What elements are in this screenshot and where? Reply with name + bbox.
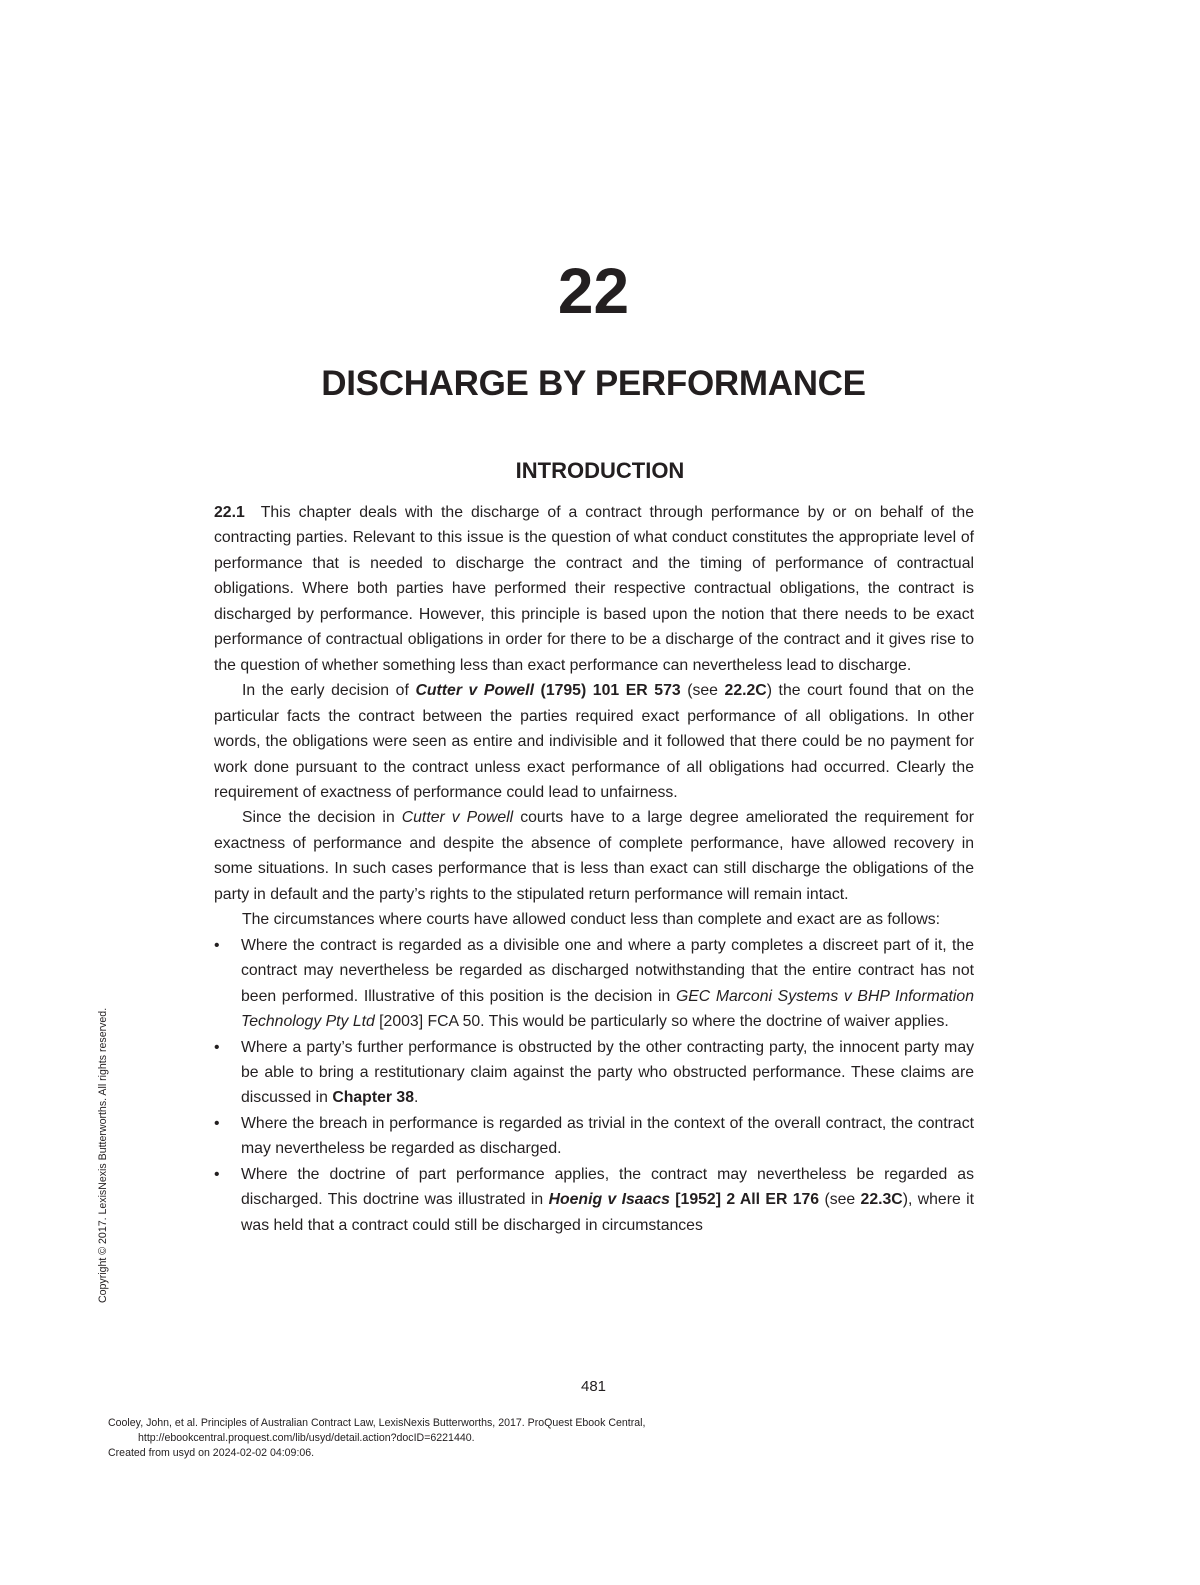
case-name: GEC Marconi Systems v BHP Information Technology Pty Ltd	[241, 987, 974, 1031]
list-item	[214, 1035, 974, 1111]
case-citation: (1795) 101 ER 573	[533, 682, 681, 700]
paragraph-22-1	[214, 500, 974, 678]
text-run: Since the decision in	[242, 809, 402, 827]
bullet-list	[214, 933, 974, 1238]
bullet-icon: •	[214, 936, 220, 954]
section-heading: INTRODUCTION	[515, 458, 685, 483]
footer-citation: Cooley, John, et al. Principles of Australian Contract Law, LexisNexis Butterworths, 2017. ProQuest Ebook Central,	[108, 1417, 646, 1429]
bullet-icon: •	[214, 1165, 220, 1183]
page-number: 481	[580, 1378, 607, 1395]
paragraph-cutter-v-powell	[214, 678, 974, 805]
text-run: .	[413, 1089, 419, 1107]
bullet-icon: •	[214, 1114, 220, 1132]
text-run: Where the contract is regarded as a divisible one and where a party completes a discreet part of it, the contract may nevertheless be regarded as discharged notwithstanding that the entire contract has not been performed. Illustrative of this position is the decision in	[241, 936, 974, 1005]
cross-reference: 22.3C	[860, 1191, 903, 1209]
paragraph-since-the-decision	[214, 805, 974, 907]
list-item	[214, 1162, 974, 1238]
cross-reference: 22.2C	[724, 682, 767, 700]
case-name: Hoenig v Isaacs	[548, 1191, 670, 1209]
footer-url[interactable]: http://ebookcentral.proquest.com/lib/usyd/detail.action?docID=6221440.	[138, 1432, 475, 1444]
list-item	[214, 1111, 974, 1162]
case-name: Cutter v Powell	[401, 809, 514, 827]
paragraph-circumstances: The circumstances where courts have allowed conduct less than complete and exact are as follows:	[242, 911, 941, 929]
text-run: (see	[819, 1191, 861, 1209]
case-citation: [1952] 2 All ER 176	[669, 1191, 820, 1209]
text-run: Where the breach in performance is regarded as trivial in the context of the overall contract, the contract may nevertheless be regarded as discharged.	[241, 1114, 974, 1158]
text-run: In the early decision of	[242, 682, 416, 700]
body-text	[214, 500, 974, 1238]
side-copyright-notice: Copyright © 2017. LexisNexis Butterworths. All rights reserved.	[97, 1007, 109, 1303]
text-run: [2003] FCA 50. This would be particularly so where the doctrine of waiver applies.	[374, 1013, 949, 1031]
cross-reference: Chapter 38	[332, 1089, 414, 1107]
chapter-number: 22	[557, 255, 630, 327]
text-run: courts have to a large degree ameliorated the requirement for exactness of performance and despite the absence of complete performance, have allowed recovery in some situations. In such cases performance that is less than exact can still discharge the obligations of the party in default and the party’s rights to the stipulated return performance will remain intact.	[214, 809, 974, 903]
paragraph-number: 22.1	[214, 504, 245, 521]
text-run: ), where it was held that a contract could still be discharged in circumstances	[241, 1191, 974, 1234]
citation-footer	[108, 1416, 645, 1461]
chapter-title: DISCHARGE BY PERFORMANCE	[321, 364, 866, 403]
bullet-icon: •	[214, 1038, 220, 1056]
list-item	[214, 933, 974, 1035]
text-run: Where the doctrine of part performance applies, the contract may nevertheless be regarded as discharged. This doctrine was illustrated in	[241, 1165, 974, 1209]
text-run: (see	[680, 682, 725, 700]
case-name: Cutter v Powell	[415, 682, 534, 700]
paragraph-text: This chapter deals with the discharge of a contract through performance by or on behalf of the contracting parties. Relevant to this issue is the question of what conduct constitutes the appropriate level of performance that is needed to discharge the contract and the timing of performance of contractual obligations. Where both parties have performed their respective contractual obligations, the contract is discharged by performance. However, this principle is based upon the notion that there needs to be exact performance of contractual obligations in order for there to be a discharge of the contract and it gives rise to the question of whether something less than exact performance can nevertheless lead to discharge.	[214, 504, 974, 674]
text-run: ) the court found that on the particular facts the contract between the parties required exact performance of all obligations. In other words, the obligations were seen as entire and indivisible and it followed that there could be no payment for work done pursuant to the contract unless exact performance of all obligations had occurred. Clearly the requirement of exactness of performance could lead to unfairness.	[214, 682, 974, 801]
footer-created: Created from usyd on 2024-02-02 04:09:06.	[108, 1447, 315, 1459]
text-run: Where a party’s further performance is obstructed by the other contracting party, the innocent party may be able to bring a restitutionary claim against the party who obstructed performance. These claims are discussed in	[241, 1038, 974, 1107]
